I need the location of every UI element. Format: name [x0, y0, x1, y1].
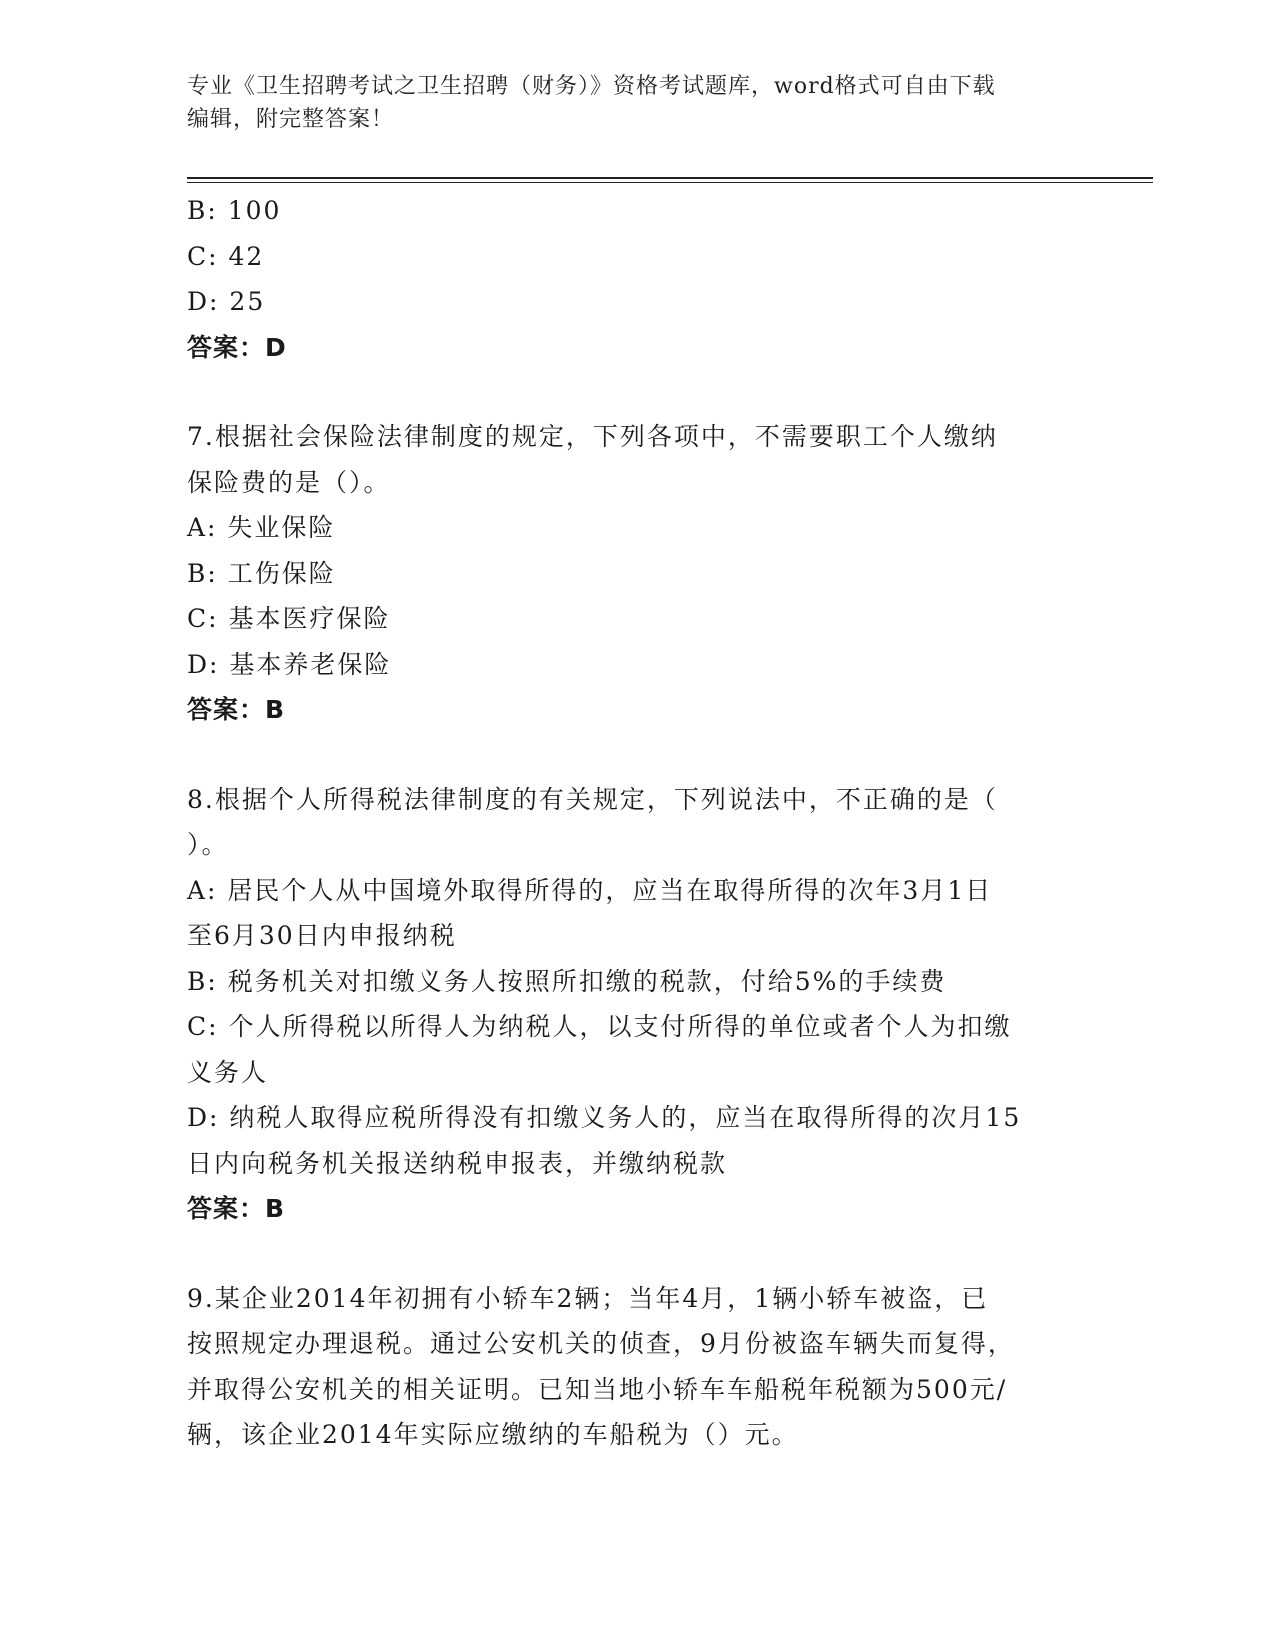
option-c: C: 42	[187, 241, 265, 271]
question-stem: 7.根据社会保险法律制度的规定，下列各项中，不需要职工个人缴纳	[187, 422, 998, 451]
option-b: B: 100	[187, 196, 282, 225]
header-rule-thick	[187, 177, 1153, 179]
option-a-continued: 至6月30日内申报纳税	[187, 921, 457, 950]
option-b: B: 税务机关对扣缴义务人按照所扣缴的税款，付给5%的手续费	[187, 966, 947, 996]
option-c-continued: 义务人	[187, 1057, 269, 1087]
answer-label: 答案：B	[187, 695, 286, 724]
option-a: A: 居民个人从中国境外取得所得的，应当在取得所得的次年3月1日	[187, 875, 993, 905]
option-d: D: 基本养老保险	[187, 649, 392, 679]
question-stem-continued: 并取得公安机关的相关证明。已知当地小轿车车船税年税额为500元/	[187, 1374, 1008, 1404]
question-8-block	[187, 777, 1087, 1232]
option-a: A: 失业保险	[187, 513, 336, 542]
question-stem-continued: 保险费的是（）。	[187, 467, 391, 497]
answer-label: 答案：B	[187, 1194, 286, 1223]
answer-label: 答案：D	[187, 332, 287, 362]
question-stem: 9.某企业2014年初拥有小轿车2辆；当年4月，1辆小轿车被盗，已	[187, 1283, 989, 1313]
question-9-block	[187, 1276, 1087, 1458]
question-stem: 8.根据个人所得税法律制度的有关规定，下列说法中，不正确的是（	[187, 784, 998, 814]
header-rule-thin	[187, 182, 1153, 183]
page-header	[187, 70, 1067, 136]
option-d-continued: 日内向税务机关报送纳税申报表，并缴纳税款	[187, 1148, 728, 1178]
question-stem-continued: ）。	[187, 830, 229, 859]
question-7-block	[187, 414, 1087, 733]
question-6-block	[187, 188, 1087, 370]
option-c: C: 个人所得税以所得人为纳税人，以支付所得的单位或者个人为扣缴	[187, 1012, 1012, 1041]
option-b: B: 工伤保险	[187, 558, 336, 588]
header-line-1: 专业《卫生招聘考试之卫生招聘（财务）》资格考试题库，word格式可自由下载	[187, 74, 996, 99]
option-c: C: 基本医疗保险	[187, 604, 391, 633]
question-content	[187, 188, 1087, 1458]
option-d: D: 纳税人取得应税所得没有扣缴义务人的，应当在取得所得的次月15	[187, 1103, 1022, 1132]
header-line-2: 编辑，附完整答案！	[187, 107, 395, 132]
option-d: D: 25	[187, 287, 266, 316]
question-stem-continued: 按照规定办理退税。通过公安机关的侦查，9月份被盗车辆失而复得，	[187, 1329, 1015, 1358]
question-stem-continued: 辆，该企业2014年实际应缴纳的车船税为（）元。	[187, 1420, 799, 1449]
